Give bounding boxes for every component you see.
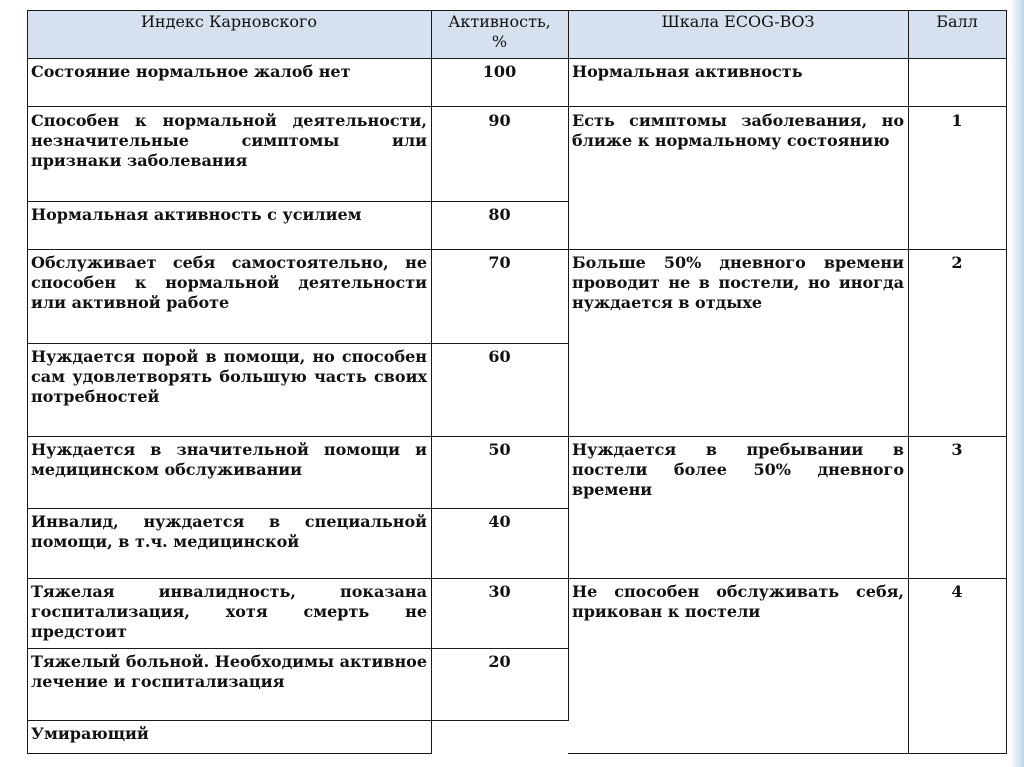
header-ecog: Шкала ECOG-ВОЗ (661, 12, 815, 31)
activity-value: 70 (488, 253, 511, 272)
karnofsky-description: Нормальная активность с усилием (31, 205, 362, 224)
grid-line (27, 106, 568, 107)
header-activity-line2: % (491, 32, 508, 51)
activity-value: 50 (488, 440, 511, 459)
grid-line (27, 10, 1007, 11)
grid-line (27, 753, 431, 754)
header-score: Балл (936, 12, 978, 31)
grid-line (27, 578, 568, 579)
activity-value: 100 (482, 62, 517, 81)
karnofsky-description: Состояние нормальное жалоб нет (31, 62, 351, 81)
karnofsky-description: Нуждается порой в помощи, но способен сам удовлетворять большую часть своих потребностей (31, 347, 427, 406)
grid-line (568, 578, 1007, 579)
grid-line (568, 249, 1007, 250)
activity-value: 20 (488, 652, 511, 671)
activity-value: 40 (488, 512, 511, 531)
ecog-score: 2 (951, 253, 963, 272)
activity-value: 90 (488, 111, 511, 130)
ecog-description: Нуждается в пребывании в постели более 50% дневного времени (572, 440, 904, 499)
grid-line (27, 343, 568, 344)
right-edge-decoration (1010, 0, 1024, 767)
grid-line (27, 249, 568, 250)
header-karnofsky: Индекс Карновского (140, 12, 318, 31)
grid-line (568, 436, 1007, 437)
grid-line (1006, 10, 1007, 754)
ecog-score: 3 (951, 440, 963, 459)
ecog-description: Нормальная активность (572, 62, 803, 81)
karnofsky-description: Тяжелый больной. Необходимы активное лечение и госпитализация (31, 652, 427, 691)
karnofsky-description: Тяжелая инвалидность, показана госпитализация, хотя смерть не предстоит (31, 582, 427, 641)
grid-line (27, 201, 568, 202)
grid-line (27, 58, 1007, 59)
ecog-description: Больше 50% дневного времени проводит не в постели, но иногда нуждается в отдыхе (572, 253, 904, 312)
ecog-score: 1 (951, 111, 963, 130)
grid-line (568, 10, 569, 721)
grid-line (568, 106, 1007, 107)
grid-line (568, 753, 1007, 754)
grid-line (27, 648, 568, 649)
karnofsky-description: Обслуживает себя самостоятельно, не способен к нормальной деятельности или активной работе (31, 253, 427, 312)
activity-value: 60 (488, 347, 511, 366)
ecog-description: Не способен обслуживать себя, прикован к постели (572, 582, 904, 621)
grid-line (27, 720, 568, 721)
activity-value: 30 (488, 582, 511, 601)
karnofsky-description: Способен к нормальной деятельности, незначительные симптомы или признаки заболевания (31, 111, 427, 170)
karnofsky-description: Инвалид, нуждается в специальной помощи, в т.ч. медицинской (31, 512, 427, 551)
grid-line (27, 436, 568, 437)
activity-value: 80 (488, 205, 511, 224)
ecog-score: 4 (951, 582, 963, 601)
grid-line (27, 10, 28, 754)
grid-line (27, 508, 568, 509)
ecog-description: Есть симптомы заболевания, но ближе к нормальному состоянию (572, 111, 904, 150)
karnofsky-description: Нуждается в значительной помощи и медицинском обслуживании (31, 440, 427, 479)
karnofsky-description: Умирающий (31, 724, 149, 743)
header-activity-line1: Активность, (448, 12, 551, 31)
